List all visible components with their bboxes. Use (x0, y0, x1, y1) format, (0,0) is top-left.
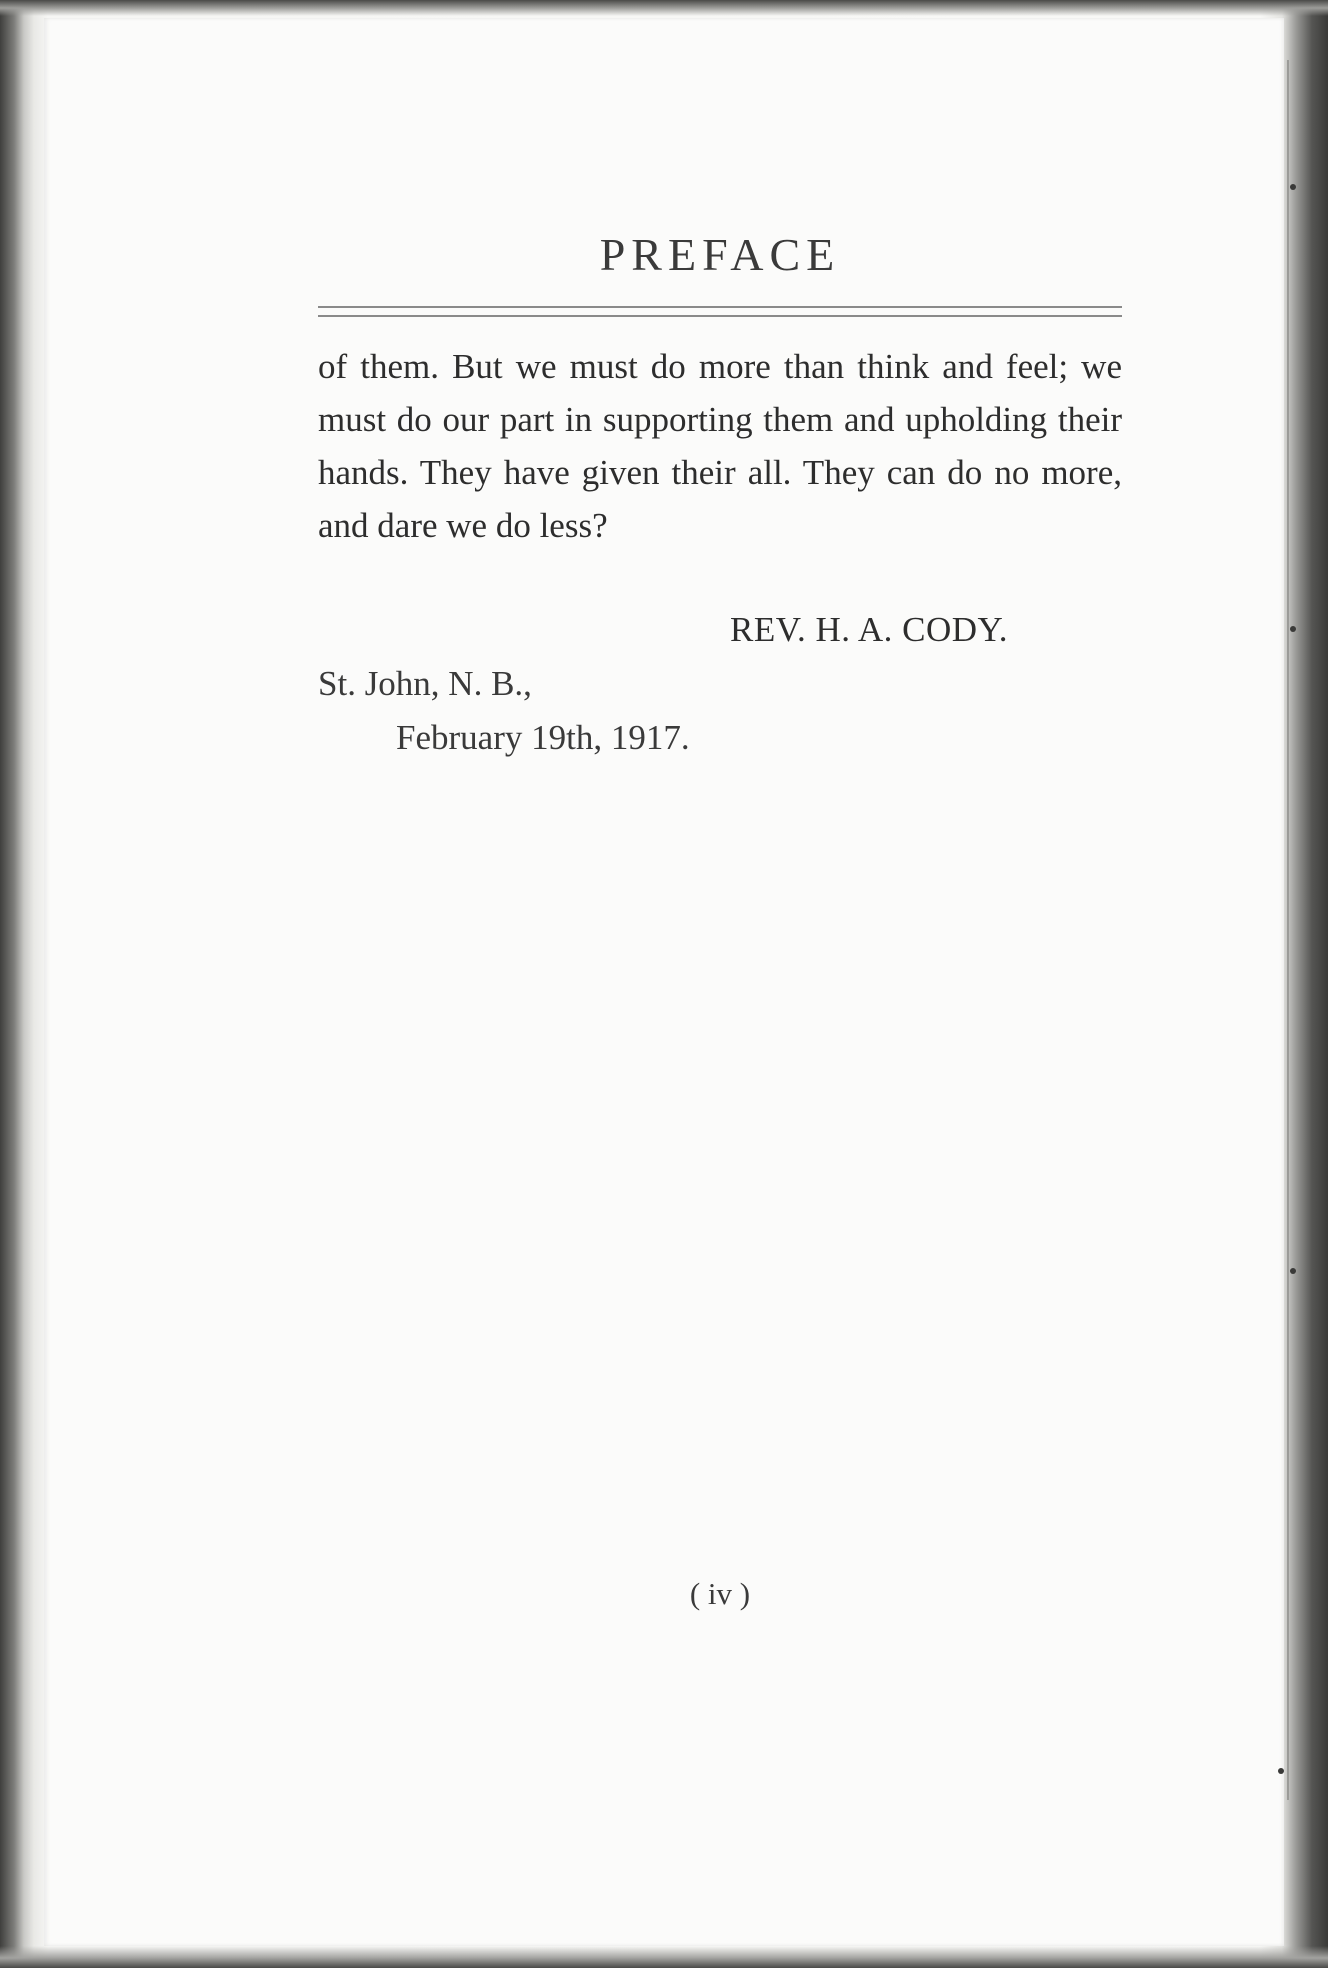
scan-speck (1290, 184, 1296, 190)
preface-paragraph: of them. But we must do more than think and feel; we must do our part in supporting them and upholding their hands. They have given their all. They can do no more, and dare we do less? (318, 347, 1122, 545)
scan-speck (1278, 1768, 1284, 1774)
title-double-rule (318, 306, 1122, 317)
scan-speck (1290, 1268, 1296, 1274)
page-title: PREFACE (599, 229, 841, 280)
page-binding-edge (1287, 60, 1289, 1800)
date-line: February 19th, 1917. (396, 718, 690, 757)
page-number: ( iv ) (689, 1576, 751, 1611)
place-line: St. John, N. B., (318, 664, 532, 703)
scan-speck (1290, 626, 1296, 632)
scan-top-edge (0, 0, 1328, 16)
scan-bottom-edge (0, 1946, 1328, 1968)
author-signature: REV. H. A. CODY. (730, 610, 1009, 649)
